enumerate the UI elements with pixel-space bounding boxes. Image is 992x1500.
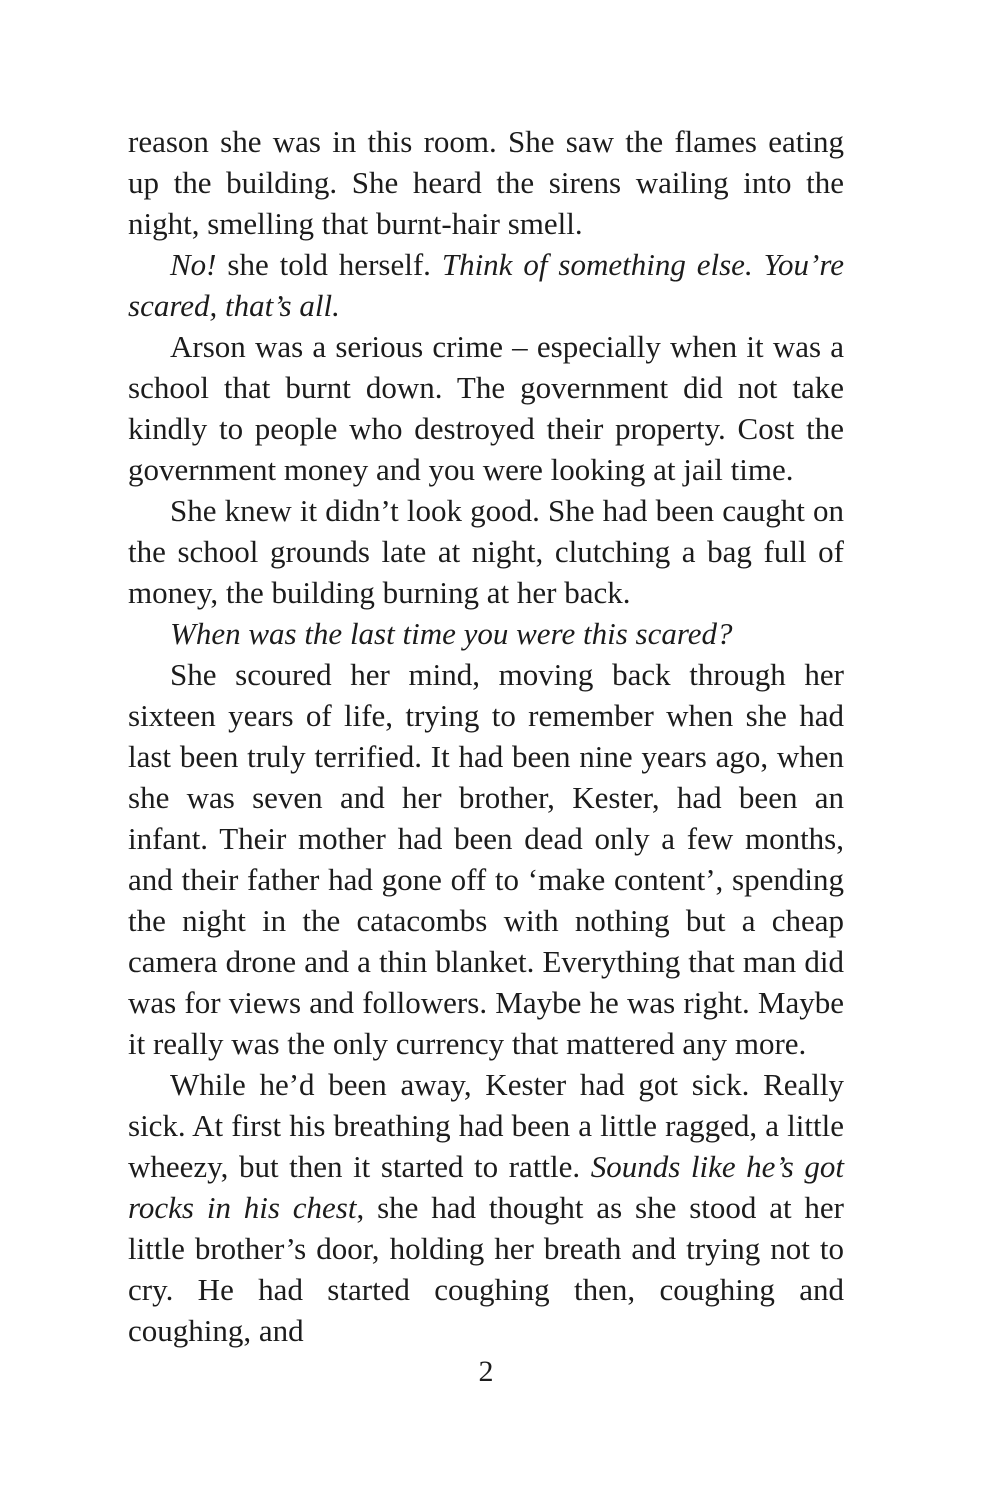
paragraph (128, 654, 844, 1064)
text-segment: While he’d been away, Kester had got sick. Really sick. At first his breathing had been a little ragged, a little wheezy, but then it started to rattle. (128, 1067, 844, 1184)
text-segment: She knew it didn’t look good. She had been caught on the school grounds late at night, clutching a bag full of money, the building burning at her back. (128, 493, 844, 610)
italic-text-segment: Think of something else. You’re scared, that’s all. (128, 247, 845, 323)
italic-text-segment: Sounds like he’s got rocks in his chest (128, 1149, 844, 1225)
text-segment: reason she was in this room. She saw the flames eating up the building. She heard the sirens wailing into the night, smelling that burnt-hair smell. (128, 124, 844, 241)
paragraph (128, 490, 844, 613)
paragraph (128, 121, 844, 244)
paragraph (128, 244, 844, 326)
paragraph (128, 1064, 844, 1351)
text-segment: , she had thought as she stood at her little brother’s door, holding her breath and trying not to cry. He had started coughing then, coughing and coughing, and (128, 1190, 844, 1348)
page-number: 2 (478, 1355, 494, 1388)
paragraph (128, 326, 844, 490)
text-segment: Arson was a serious crime – especially when it was a school that burnt down. The government did not take kindly to people who destroyed their property. Cost the government money and you were looking at jail time. (128, 329, 844, 487)
paragraph (128, 613, 844, 654)
text-segment: she told herself. (216, 247, 442, 282)
italic-text-segment: No! (170, 247, 217, 282)
italic-text-segment: When was the last time you were this scared? (170, 616, 733, 651)
text-segment: She scoured her mind, moving back through her sixteen years of life, trying to remember when she had last been truly terrified. It had been nine years ago, when she was seven and her brother, Kester, had been an infant. Their mother had been dead only a few months, and their father had gone off to ‘make content’, spending the night in the catacombs with nothing but a cheap camera drone and a thin blanket. Everything that man did was for views and followers. Maybe he was right. Maybe it really was the only currency that mattered any more. (128, 657, 844, 1061)
page-text-block (128, 121, 844, 1351)
